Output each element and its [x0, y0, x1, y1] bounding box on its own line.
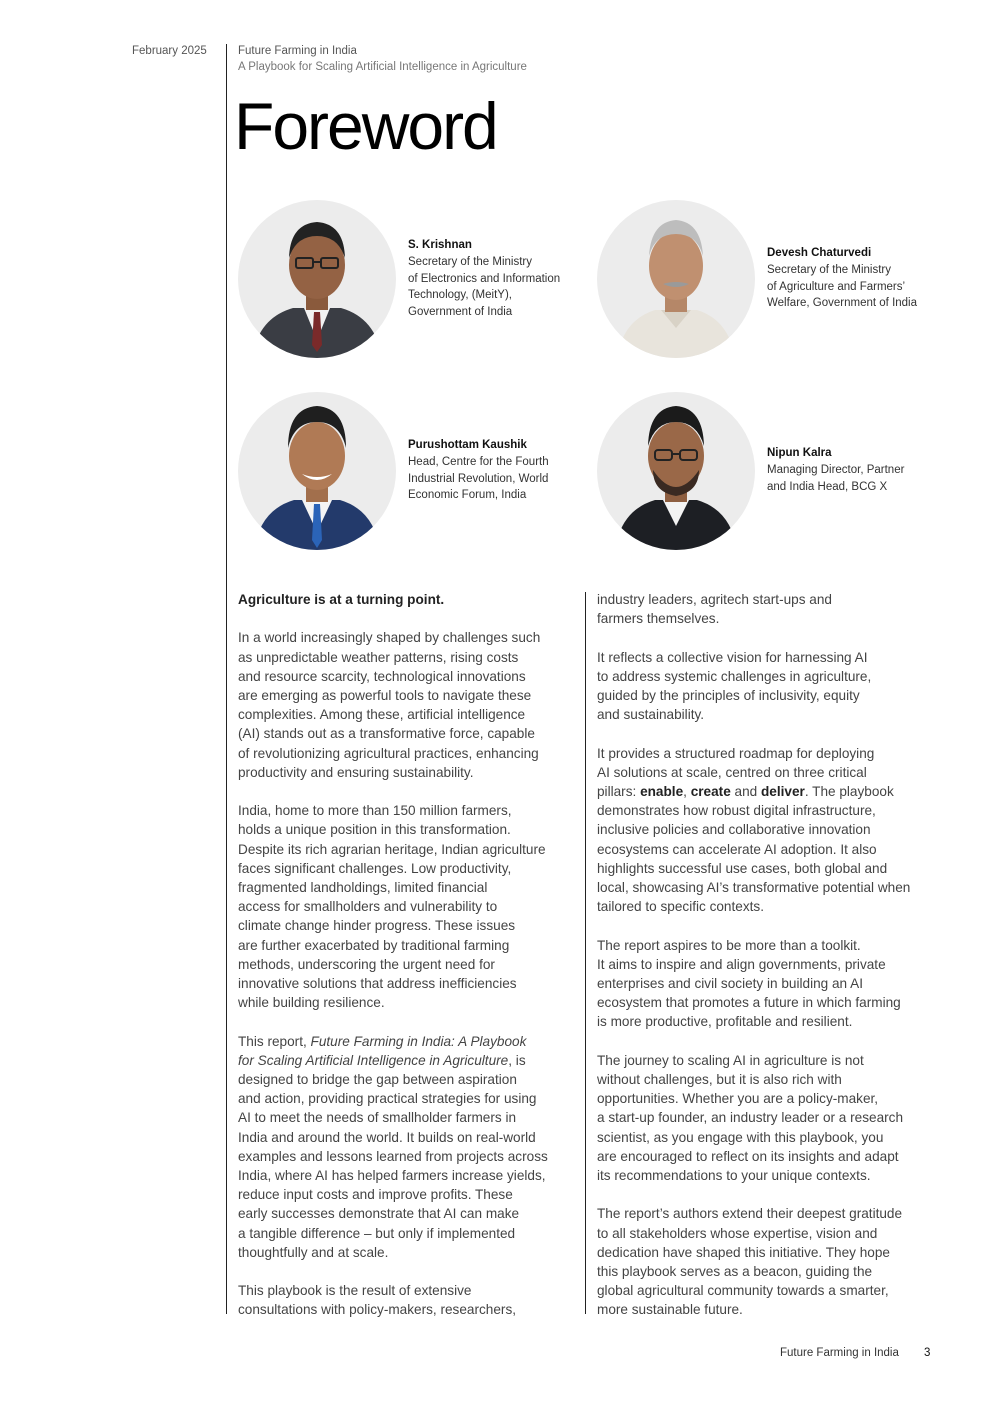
header-title: Future Farming in India: [238, 45, 357, 57]
paragraph: [238, 1032, 583, 1262]
avatar-purushottam-kaushik: [238, 392, 396, 550]
avatar-s-krishnan: [238, 200, 396, 358]
body-column-right: [597, 590, 942, 1339]
person-role: Head, Centre for the Fourth Industrial Revolution, World Economic Forum, India: [408, 455, 549, 502]
person-info-1: [408, 237, 560, 321]
header-date: February 2025: [132, 45, 207, 57]
portrait-icon: [597, 392, 755, 550]
page-title: Foreword: [234, 89, 497, 163]
page-number: 3: [924, 1347, 931, 1359]
left-divider: [226, 44, 227, 1314]
paragraph: India, home to more than 150 million farmers, holds a unique position in this transformation. Despite its rich agrarian heritage, Indian agriculture faces significant challenges. Low productivity, fragmented landholdings, limited financial access for smallholders and vulnerability to climate change hinder progress. These issues are further exacerbated by traditional farming methods, underscoring the urgent need for innovative solutions that address inefficiencies while building resilience.: [238, 803, 546, 1011]
paragraph: The report’s authors extend their deepest gratitude to all stakeholders whose expertise, vision and dedication have shaped this initiative. They hope this playbook serves as a beacon, guiding the global agricultural community towards a smarter, more sustainable future.: [597, 1206, 903, 1318]
avatar-devesh-chaturvedi: [597, 200, 755, 358]
paragraph: industry leaders, agritech start-ups and farmers themselves.: [597, 592, 832, 627]
person-name: S. Krishnan: [408, 239, 472, 251]
pillar-create: create: [690, 784, 731, 799]
text-run: This report,: [238, 1033, 311, 1049]
person-info-2: [767, 245, 917, 312]
text-run: . The playbook demonstrates how robust digital infrastructure, inclusive policies and collaborative innovation ecosystems can accelerate AI adoption. It also highlights successful use cases, both global and local, showcasing AI’s transformative potential when tailored to specific contexts.: [597, 784, 911, 915]
text-run: It provides a structured roadmap for deploying AI solutions at scale, centred on three critical pillars:: [597, 745, 875, 799]
paragraph: This playbook is the result of extensive consultations with policy-makers, researchers,: [238, 1283, 517, 1318]
avatar-nipun-kalra: [597, 392, 755, 550]
paragraph: In a world increasingly shaped by challenges such as unpredictable weather patterns, rising costs and resource scarcity, technological innovations are emerging as powerful tools to navigate these complexities. Among these, artificial intelligence (AI) stands out as a transformative force, capable of revolutionizing agricultural practices, enhancing productivity and ensuring sustainability.: [238, 630, 541, 780]
person-role: Managing Director, Partner and India Head, BCG X: [767, 463, 905, 493]
footer-title: Future Farming in India: [780, 1347, 899, 1359]
person-info-3: [408, 437, 549, 504]
report-title: Future Farming in India: A Playbook for Scaling Artificial Intelligence in Agriculture: [238, 1033, 527, 1068]
text-run: and: [730, 784, 761, 799]
header-subtitle: A Playbook for Scaling Artificial Intelligence in Agriculture: [238, 61, 527, 73]
lead-paragraph: Agriculture is at a turning point.: [238, 592, 445, 607]
pillar-enable: enable: [640, 784, 684, 799]
body-column-left: [238, 590, 583, 1339]
person-info-4: [767, 445, 904, 495]
paragraph: The journey to scaling AI in agriculture is not without challenges, but it is also rich with opportunities. Whether you are a policy-maker, a start-up founder, an industry leader or a research scientist, as you engage with this playbook, you are encouraged to reflect on its insights and adapt its recommendations to your unique contexts.: [597, 1052, 904, 1184]
paragraph: It reflects a collective vision for harnessing AI to address systemic challenges in agriculture, guided by the principles of inclusivity, equity and sustainability.: [597, 649, 872, 723]
person-role: Secretary of the Ministry of Electronics and Information Technology, (MeitY), Government of India: [408, 255, 561, 319]
pillar-deliver: deliver: [761, 784, 805, 799]
column-divider: [585, 592, 586, 1314]
person-name: Purushottam Kaushik: [408, 439, 527, 451]
portrait-icon: [238, 392, 396, 550]
portrait-icon: [238, 200, 396, 358]
person-role: Secretary of the Ministry of Agriculture and Farmers’ Welfare, Government of India: [767, 263, 917, 310]
person-name: Nipun Kalra: [767, 447, 832, 459]
portrait-icon: [597, 200, 755, 358]
text-run: ,: [683, 784, 691, 799]
paragraph: The report aspires to be more than a toolkit. It aims to inspire and align governments, private enterprises and civil society in building an AI ecosystem that promotes a future in which farming is more productive, profitable and resilient.: [597, 937, 901, 1030]
paragraph: [597, 744, 942, 917]
text-run: , is designed to bridge the gap between aspiration and action, providing practical strategies for using AI to meet the needs of smallholder farmers in India and around the world. It builds on real-world examples and lessons learned from projects across India, where AI has helped farmers increase yields, reduce input costs and improve profits. These early successes demonstrate that AI can make a tangible difference – but only if implemented thoughtfully and at scale.: [238, 1052, 548, 1260]
person-name: Devesh Chaturvedi: [767, 247, 872, 259]
